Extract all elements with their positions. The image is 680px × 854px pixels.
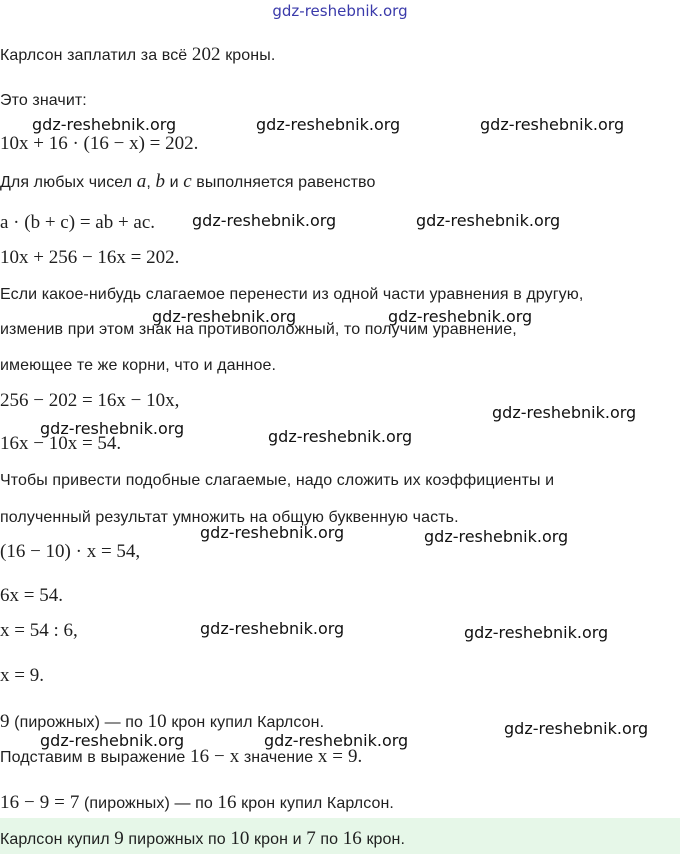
var-b: b [155,171,166,192]
watermark-top: gdz-reshebnik.org [272,2,408,20]
text-line-2: Это значит: [0,92,87,109]
number: 202 [191,44,221,65]
text-line-4: Если какое-нибудь слагаемое перенести из одной части уравнения в другую, [0,286,584,303]
number: 7 [306,828,316,849]
text: крон купил Карлсон. [236,795,394,812]
watermark: gdz-reshebnik.org [256,115,401,134]
text: Карлсон заплатил за всё [0,47,192,64]
equation-7: 6x = 54. [0,585,63,606]
text: (пирожных) — по [9,714,148,731]
watermark: gdz-reshebnik.org [268,427,413,446]
equation-8: x = 54 : 6, [0,620,78,641]
equation-9: x = 9. [0,665,44,686]
text: , [146,174,156,191]
expression: 16 − x [189,746,240,767]
number: 9 [0,711,10,732]
text: крон и [249,831,307,848]
text-line-7: Чтобы привести подобные слагаемые, надо сложить их коэффициенты и [0,472,555,489]
text: крон. [361,831,406,848]
watermark: gdz-reshebnik.org [152,307,297,326]
watermark: gdz-reshebnik.org [40,731,185,750]
watermark: gdz-reshebnik.org [200,619,345,638]
text-line-1 [0,44,275,66]
watermark: gdz-reshebnik.org [40,419,185,438]
equation-4: 256 − 202 = 16x − 10x, [0,390,180,411]
text: по [315,831,343,848]
watermark: gdz-reshebnik.org [464,623,609,642]
answer-text [0,828,405,850]
text: Подставим в выражение [0,749,190,766]
watermark: gdz-reshebnik.org [480,115,625,134]
text-line-5: изменив при этом знак на противоположный, то получим уравнение, [0,321,517,338]
text-line-3 [0,171,375,193]
text: пирожных по [123,831,231,848]
text-line-6: имеющее те же корни, что и данное. [0,357,277,374]
watermark: gdz-reshebnik.org [504,719,649,738]
number: 9 [114,828,124,849]
watermark: gdz-reshebnik.org [32,115,177,134]
expression: 16 − 9 = 7 [0,792,80,813]
text: и [165,174,184,191]
expression: x = 9. [317,746,363,767]
number: 16 [342,828,362,849]
text: крон купил Карлсон. [166,714,325,731]
watermark: gdz-reshebnik.org [200,523,345,542]
text-line-11 [0,792,394,814]
equation-3: 10x + 256 − 16x = 202. [0,247,180,268]
equation-6: (16 − 10) · x = 54, [0,541,141,562]
watermark: gdz-reshebnik.org [424,527,569,546]
var-c: c [183,171,192,192]
number: 10 [147,711,167,732]
text-line-9 [0,711,324,733]
watermark: gdz-reshebnik.org [492,403,637,422]
equation-5: 16x − 10x = 54. [0,433,122,454]
equation-2: a · (b + c) = ab + ac. [0,212,156,233]
var-a: a [136,171,147,192]
text: Карлсон купил [0,831,115,848]
text: кроны. [220,47,276,64]
text: выполняется равенство [191,174,376,191]
watermark: gdz-reshebnik.org [192,211,337,230]
text: значение [239,749,318,766]
text: Для любых чисел [0,174,137,191]
watermark: gdz-reshebnik.org [416,211,561,230]
watermark: gdz-reshebnik.org [388,307,533,326]
number: 16 [217,792,237,813]
watermark: gdz-reshebnik.org [264,731,409,750]
number: 10 [230,828,250,849]
text-line-8: полученный результат умножить на общую буквенную часть. [0,509,459,526]
equation-1: 10x + 16 · (16 − x) = 202. [0,133,199,154]
answer-box [0,818,680,854]
text: (пирожных) — по [79,795,218,812]
